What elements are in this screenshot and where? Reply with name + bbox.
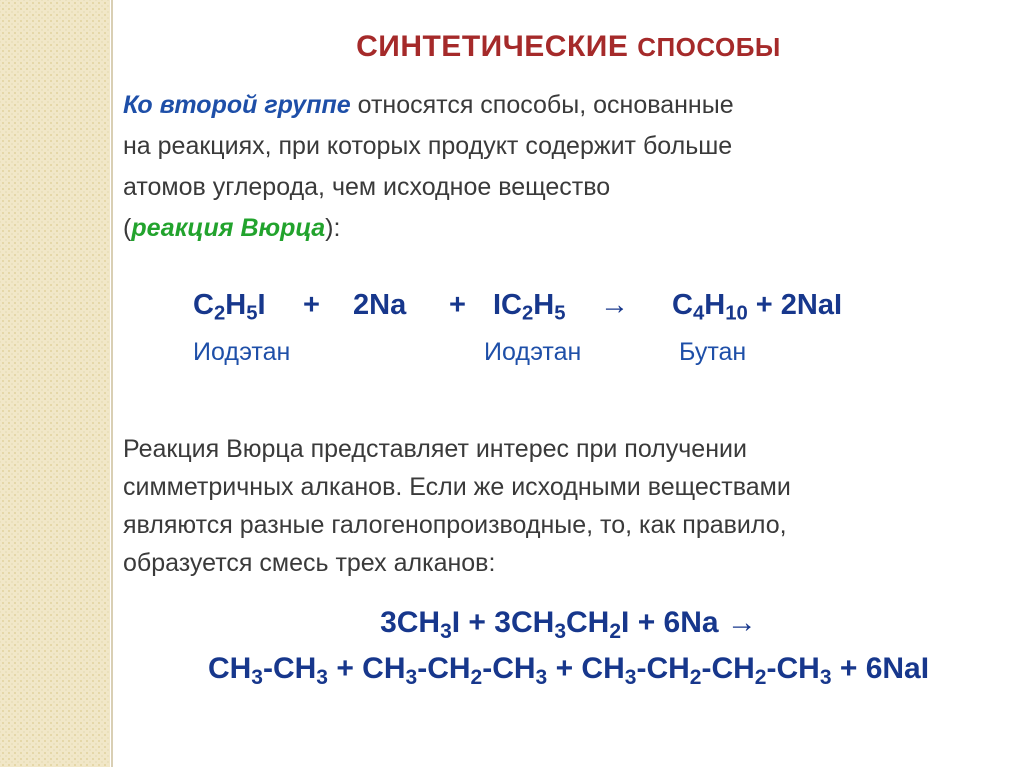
intro-line-4 <box>123 208 993 249</box>
reactant-2: 2Na <box>353 289 407 321</box>
wurtz-paragraph <box>123 430 993 582</box>
label-iodoethane-2: Иодэтан <box>484 338 582 366</box>
alkane-mixture-products: $CH_3-CH_3 + CH_3-CH_2-CH_3 + CH_3-CH_2-CH_2-CH_3 + 6NaI$ <box>207 652 930 689</box>
slide <box>113 0 1024 767</box>
title-part1: СИНТЕТИЧЕСКИЕ <box>356 30 629 63</box>
intro-paragraph <box>123 85 993 249</box>
close-paren: ): <box>325 214 341 242</box>
para2-line-1: Реакция Вюрца представляет интерес при получении <box>123 435 747 463</box>
intro-line-2: на реакциях, при которых продукт содержит больше <box>123 132 733 160</box>
open-paren: ( <box>123 214 132 242</box>
slide-title <box>113 30 1024 64</box>
intro-line1-rest: относятся способы, основанные <box>350 91 734 119</box>
label-butane: Бутан <box>679 338 747 366</box>
reactant-3: $IC_2H_5$ <box>493 289 566 325</box>
reactant-1: $C_2H_5I$ <box>193 289 266 325</box>
para2-line-2: симметричных алканов. Если же исходными веществами <box>123 473 791 501</box>
para2-line-4: образуется смесь трех алканов: <box>123 549 496 577</box>
intro-line-3: атомов углерода, чем исходное вещество <box>123 173 611 201</box>
label-iodoethane-1: Иодэтан <box>193 338 291 366</box>
plus-1: + <box>303 289 320 321</box>
products: $C_4H_{10} + 2NaI$ <box>672 289 843 325</box>
arrow-icon: → <box>600 289 629 321</box>
intro-highlight: Ко второй группе <box>123 91 351 119</box>
title-part2: СПОСОБЫ <box>637 32 781 62</box>
mixed-reactants-equation: $3CH_3I + 3CH_3CH_2I + 6Na$ → <box>380 606 757 643</box>
para2-line-3: являются разные галогенопроизводные, то, как правило, <box>123 511 787 539</box>
plus-2: + <box>449 289 466 321</box>
intro-line-1 <box>123 85 993 126</box>
reaction-name: реакция Вюрца <box>131 214 326 242</box>
decorative-side-strip <box>0 0 110 767</box>
